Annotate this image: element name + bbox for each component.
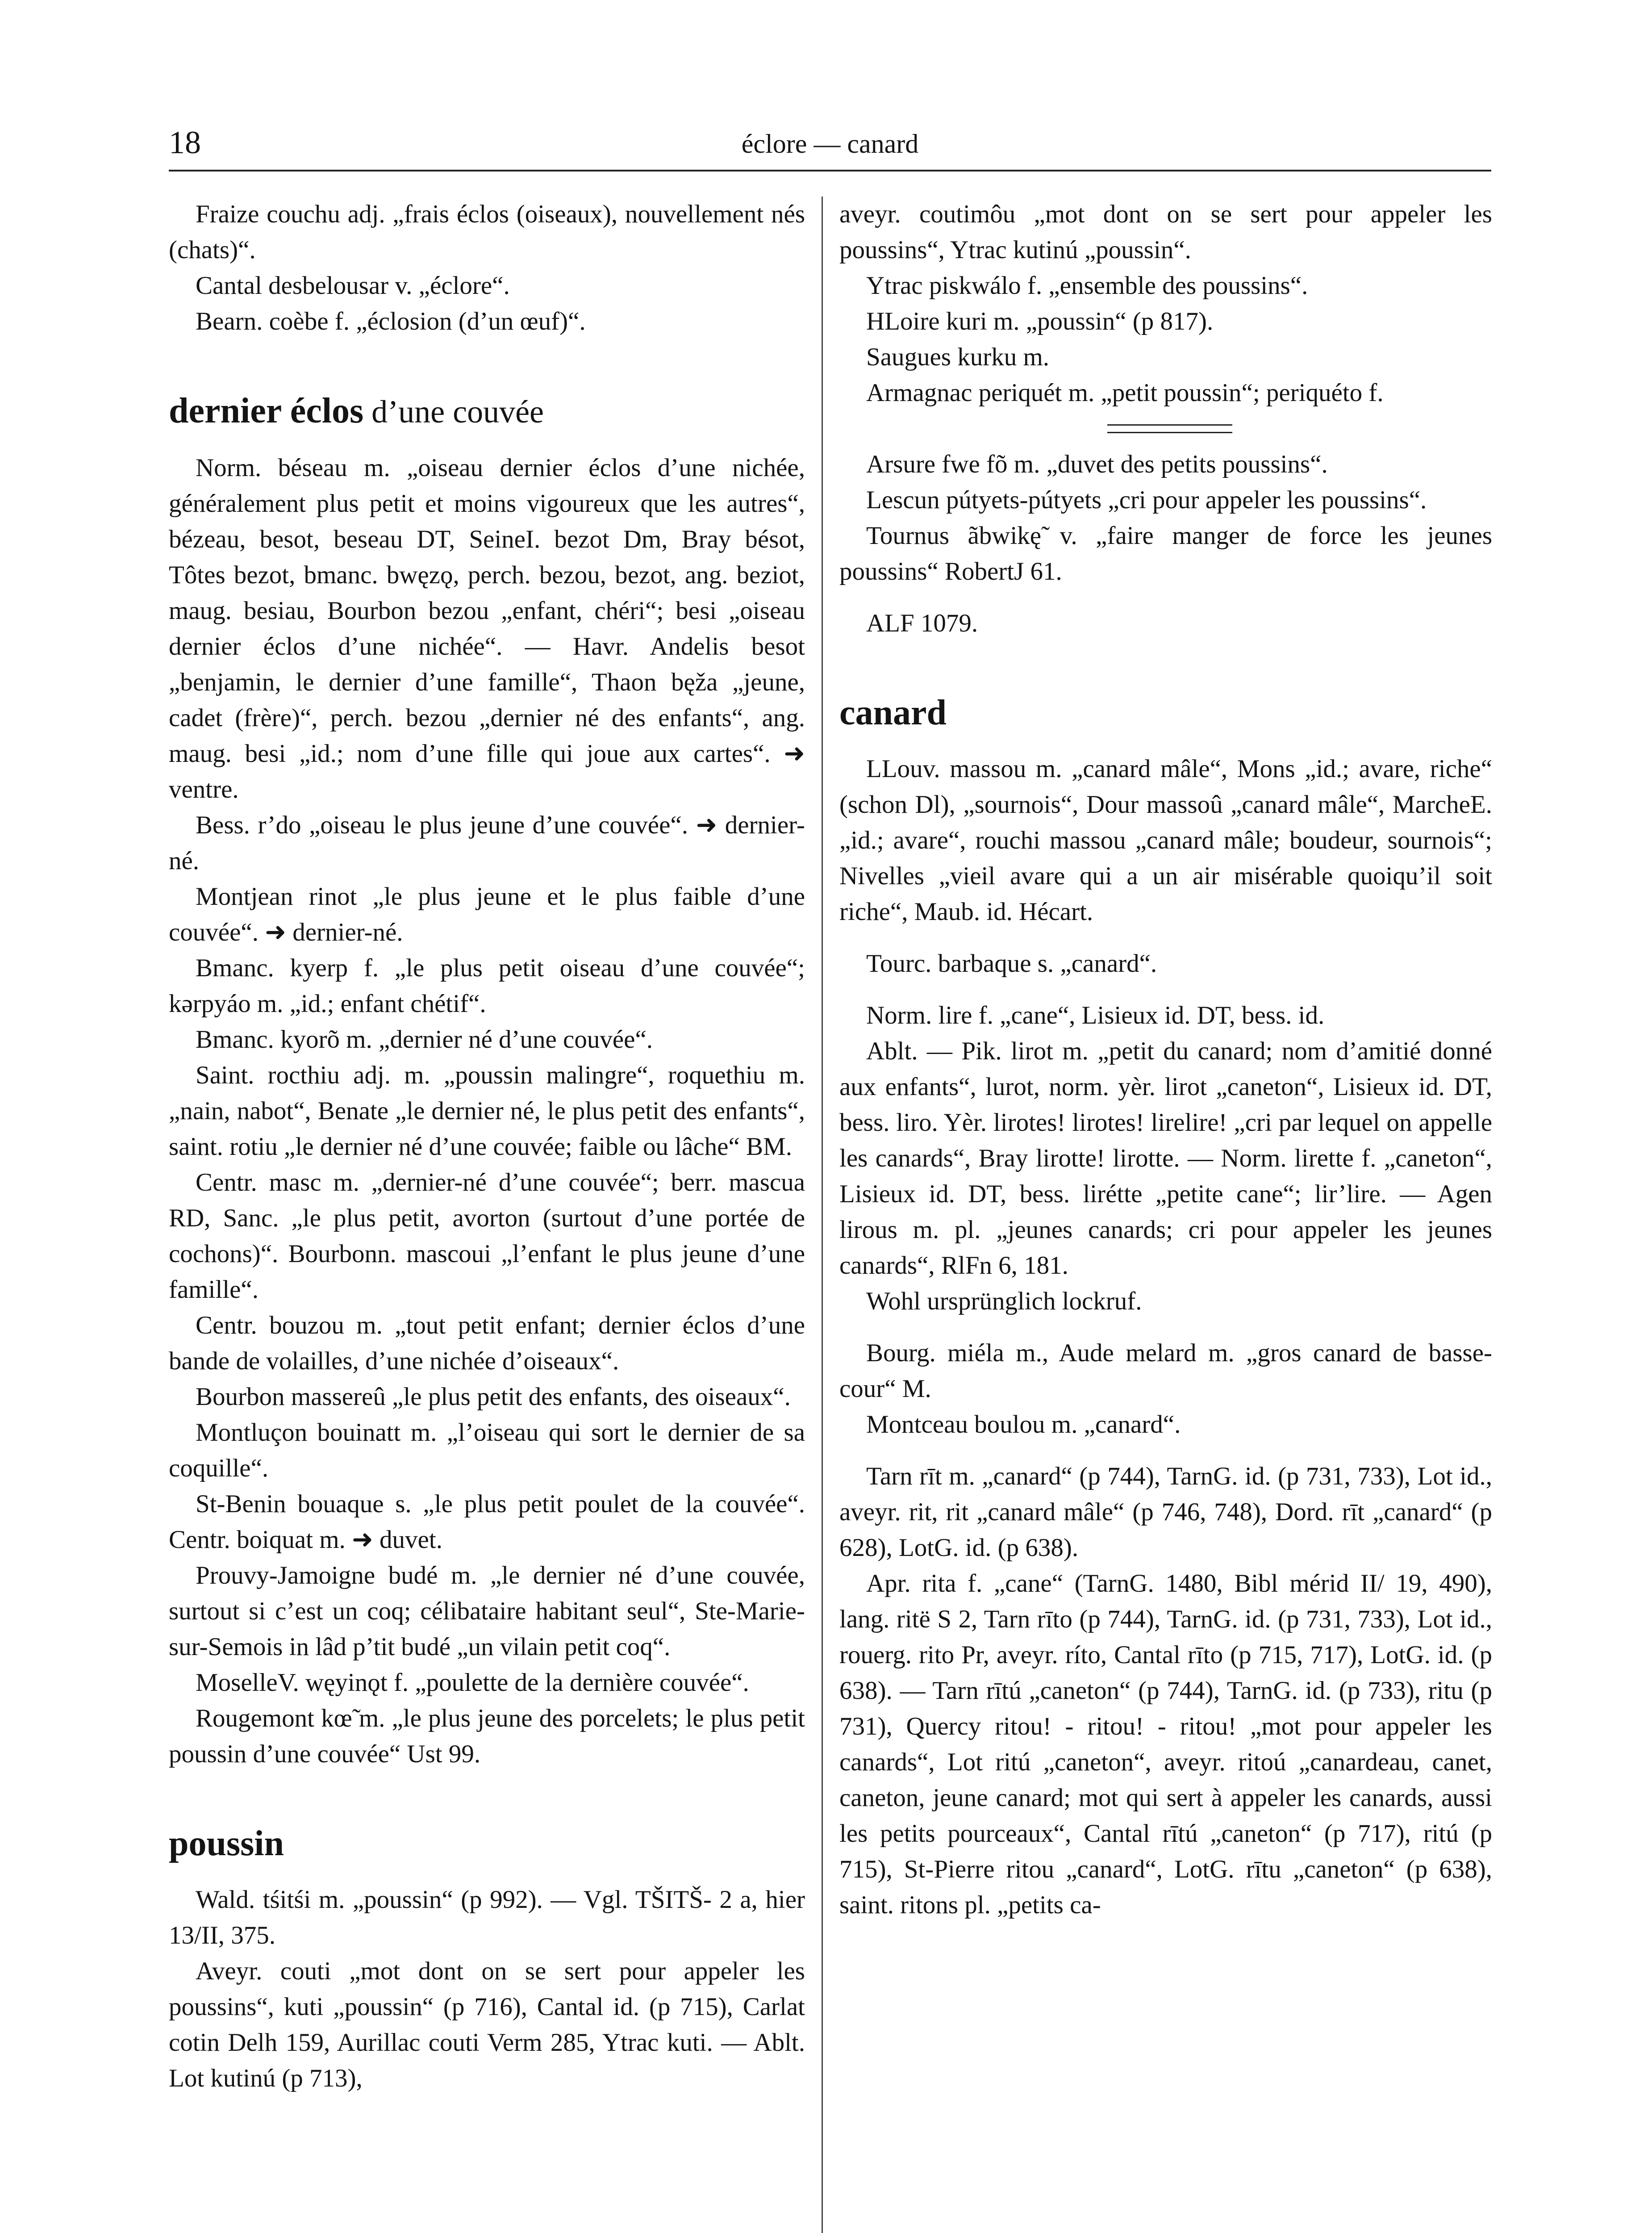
entry-paragraph: Bmanc. kyorõ m. „dernier né d’une couvée“. xyxy=(196,1025,653,1054)
header-rule xyxy=(169,170,1491,171)
entry-paragraph: Saint. rocthiu adj. m. „poussin malingre“, roquethiu m. „nain, nabot“, Benate „le dernier né, le plus petit des enfants“, saint. rotiu „le dernier né d’une couvée; faible ou lâche“ BM. xyxy=(169,1061,805,1161)
section-heading-poussin: poussin xyxy=(169,1824,284,1863)
column-divider xyxy=(822,197,823,2233)
section-heading-rest: d’une couvée xyxy=(363,394,544,430)
section-heading-canard: canard xyxy=(839,693,947,732)
entry-paragraph: Lescun pútyets-pútyets „cri pour appeler les poussins“. xyxy=(866,486,1427,514)
entry-paragraph: Armagnac periquét m. „petit poussin“; periquéto f. xyxy=(866,379,1384,407)
entry-paragraph: Cantal desbelousar v. „éclore“. xyxy=(196,272,510,300)
entry-paragraph: Ablt. — Pik. lirot m. „petit du canard; nom d’amitié donné aux enfants“, lurot, norm. yèr. lirot „caneton“, Lisieux id. DT, bess. liro. Yèr. lirotes! lirotes! lirelire! „cri par lequel on appelle les canards“, Bray lirotte! lirotte. — Norm. lirette f. „caneton“, Lisieux id. DT, bess. lirétte „petite cane“; lir’lire. — Agen lirous m. pl. „jeunes canards; cri pour appeler les jeunes canards“, RlFn 6, 181. xyxy=(839,1037,1492,1280)
alf-reference: ALF 1079. xyxy=(866,609,978,637)
entry-paragraph: Norm. lire f. „cane“, Lisieux id. DT, bess. id. xyxy=(866,1001,1325,1029)
entry-paragraph: aveyr. coutimôu „mot dont on se sert pour appeler les poussins“, Ytrac kutinú „poussin“. xyxy=(839,200,1492,264)
right-column xyxy=(839,197,1492,1923)
running-title: éclore — canard xyxy=(741,129,919,159)
entry-paragraph: Wohl ursprünglich lockruf. xyxy=(866,1287,1142,1315)
entry-paragraph: HLoire kuri m. „poussin“ (p 817). xyxy=(866,307,1214,335)
entry-paragraph: Centr. masc m. „dernier-né d’une couvée“; berr. mascua RD, Sanc. „le plus petit, avorton (surtout d’une portée de cochons)“. Bourbonn. mascoui „l’enfant le plus jeune d’une famille“. xyxy=(169,1168,805,1304)
entry-paragraph: Saugues kurku m. xyxy=(866,343,1050,371)
entry-paragraph: Tarn rīt m. „canard“ (p 744), TarnG. id. (p 731, 733), Lot id., aveyr. rit, rit „canard mâle“ (p 746, 748), Dord. rīt „canard“ (p 628), LotG. id. (p 638). xyxy=(839,1462,1492,1562)
entry-paragraph: LLouv. massou m. „canard mâle“, Mons „id.; avare, riche“ (schon Dl), „sournois“, Dour massoû „canard mâle“, MarcheE. „id.; avare“, rouchi massou „canard mâle; boudeur, sournois“; Nivelles „vieil avare qui a un air misérable quoiqu’il soit riche“, Maub. id. Hécart. xyxy=(839,755,1492,926)
section-heading-dernier-eclos xyxy=(169,389,805,434)
entry-paragraph: Ytrac piskwálo f. „ensemble des poussins“. xyxy=(866,272,1308,300)
entry-paragraph: Bourbon massereû „le plus petit des enfants, des oiseaux“. xyxy=(196,1383,791,1411)
separator-rule xyxy=(1107,424,1232,433)
entry-paragraph: Montluçon bouinatt m. „l’oiseau qui sort le dernier de sa coquille“. xyxy=(169,1418,805,1482)
left-column xyxy=(169,197,805,2096)
entry-paragraph: Norm. béseau m. „oiseau dernier éclos d’une nichée, généralement plus petit et moins vigoureux que les autres“, bézeau, besot, beseau DT, SeineI. bezot Dm, Bray bésot, Tôtes bezot, bmanc. bwęzǫ, perch. bezou, bezot, ang. beziot, maug. besiau, Bourbon bezou „enfant, chéri“; besi „oiseau dernier éclos d’une nichée“. — Havr. Andelis besot „benjamin, le dernier d’une famille“, Thaon bęža „jeune, cadet (frère)“, perch. bezou „dernier né des enfants“, ang. maug. besi „id.; nom d’une fille qui joue aux cartes“. ➜ ventre. xyxy=(169,454,805,803)
entry-paragraph: Prouvy-Jamoigne budé m. „le dernier né d’une couvée, surtout si c’est un coq; célibataire habitant seul“, Ste-Marie-sur-Semois in lâd p’tit budé „un vilain petit coq“. xyxy=(169,1561,805,1661)
entry-paragraph: Bmanc. kyerp f. „le plus petit oiseau d’une couvée“; kərpyáo m. „id.; enfant chétif“. xyxy=(169,954,805,1018)
entry-paragraph: Wald. tśitśi m. „poussin“ (p 992). — Vgl. TŠITŠ- 2 a, hier 13/II, 375. xyxy=(169,1886,805,1949)
page-number: 18 xyxy=(169,125,201,160)
entry-paragraph: Tournus ãbwikę̃ v. „faire manger de force les jeunes poussins“ RobertJ 61. xyxy=(839,522,1492,585)
section-heading-main: dernier éclos xyxy=(169,391,364,431)
entry-paragraph: Rougemont kœ̃ m. „le plus jeune des porcelets; le plus petit poussin d’une couvée“ Ust 99. xyxy=(169,1704,805,1768)
entry-paragraph: Bess. r’do „oiseau le plus jeune d’une couvée“. ➜ dernier-né. xyxy=(169,811,805,875)
entry-paragraph: Tourc. barbaque s. „canard“. xyxy=(866,949,1157,978)
entry-paragraph: Centr. bouzou m. „tout petit enfant; dernier éclos d’une bande de volailles, d’une nichée d’oiseaux“. xyxy=(169,1311,805,1375)
entry-paragraph: Aveyr. couti „mot dont on se sert pour appeler les poussins“, kuti „poussin“ (p 716), Cantal id. (p 715), Carlat cotin Delh 159, Aurillac couti Verm 285, Ytrac kuti. — Ablt. Lot kutinú (p 713), xyxy=(169,1957,805,2092)
page-header xyxy=(169,121,1491,165)
entry-paragraph: Bearn. coèbe f. „éclosion (d’un œuf)“. xyxy=(196,307,586,335)
entry-paragraph: Apr. rita f. „cane“ (TarnG. 1480, Bibl mérid II/ 19, 490), lang. ritë S 2, Tarn rīto (p 744), TarnG. id. (p 731, 733), Lot id., rouerg. rito Pr, aveyr. ríto, Cantal rīto (p 715, 717), LotG. id. (p 638). — Tarn rītú „caneton“ (p 744), TarnG. id. (p 733), ritu (p 731), Quercy ritou! - ritou! - ritou! „mot pour appeler les canards“, Lot ritú „caneton“, aveyr. ritoú „canardeau, canet, caneton, jeune canard; mot qui sert à appeler les canards, aussi les petits pourceaux“, Cantal rītú „caneton“ (p 717), ritú (p 715), St-Pierre ritou „canard“, LotG. rītu „caneton“ (p 638), saint. ritons pl. „petits ca- xyxy=(839,1569,1492,1919)
entry-paragraph: Montjean rinot „le plus jeune et le plus faible d’une couvée“. ➜ dernier-né. xyxy=(169,882,805,946)
entry-paragraph: St-Benin bouaque s. „le plus petit poulet de la couvée“. Centr. boiquat m. ➜ duvet. xyxy=(169,1490,805,1554)
entry-paragraph: Montceau boulou m. „canard“. xyxy=(866,1410,1181,1438)
entry-paragraph: Fraize couchu adj. „frais éclos (oiseaux), nouvellement nés (chats)“. xyxy=(169,200,805,264)
entry-paragraph: Bourg. miéla m., Aude melard m. „gros canard de basse-cour“ M. xyxy=(839,1339,1492,1403)
entry-paragraph: Arsure fwe fõ m. „duvet des petits poussins“. xyxy=(866,450,1328,478)
entry-paragraph: MoselleV. węyinǫt f. „poulette de la dernière couvée“. xyxy=(196,1668,749,1697)
